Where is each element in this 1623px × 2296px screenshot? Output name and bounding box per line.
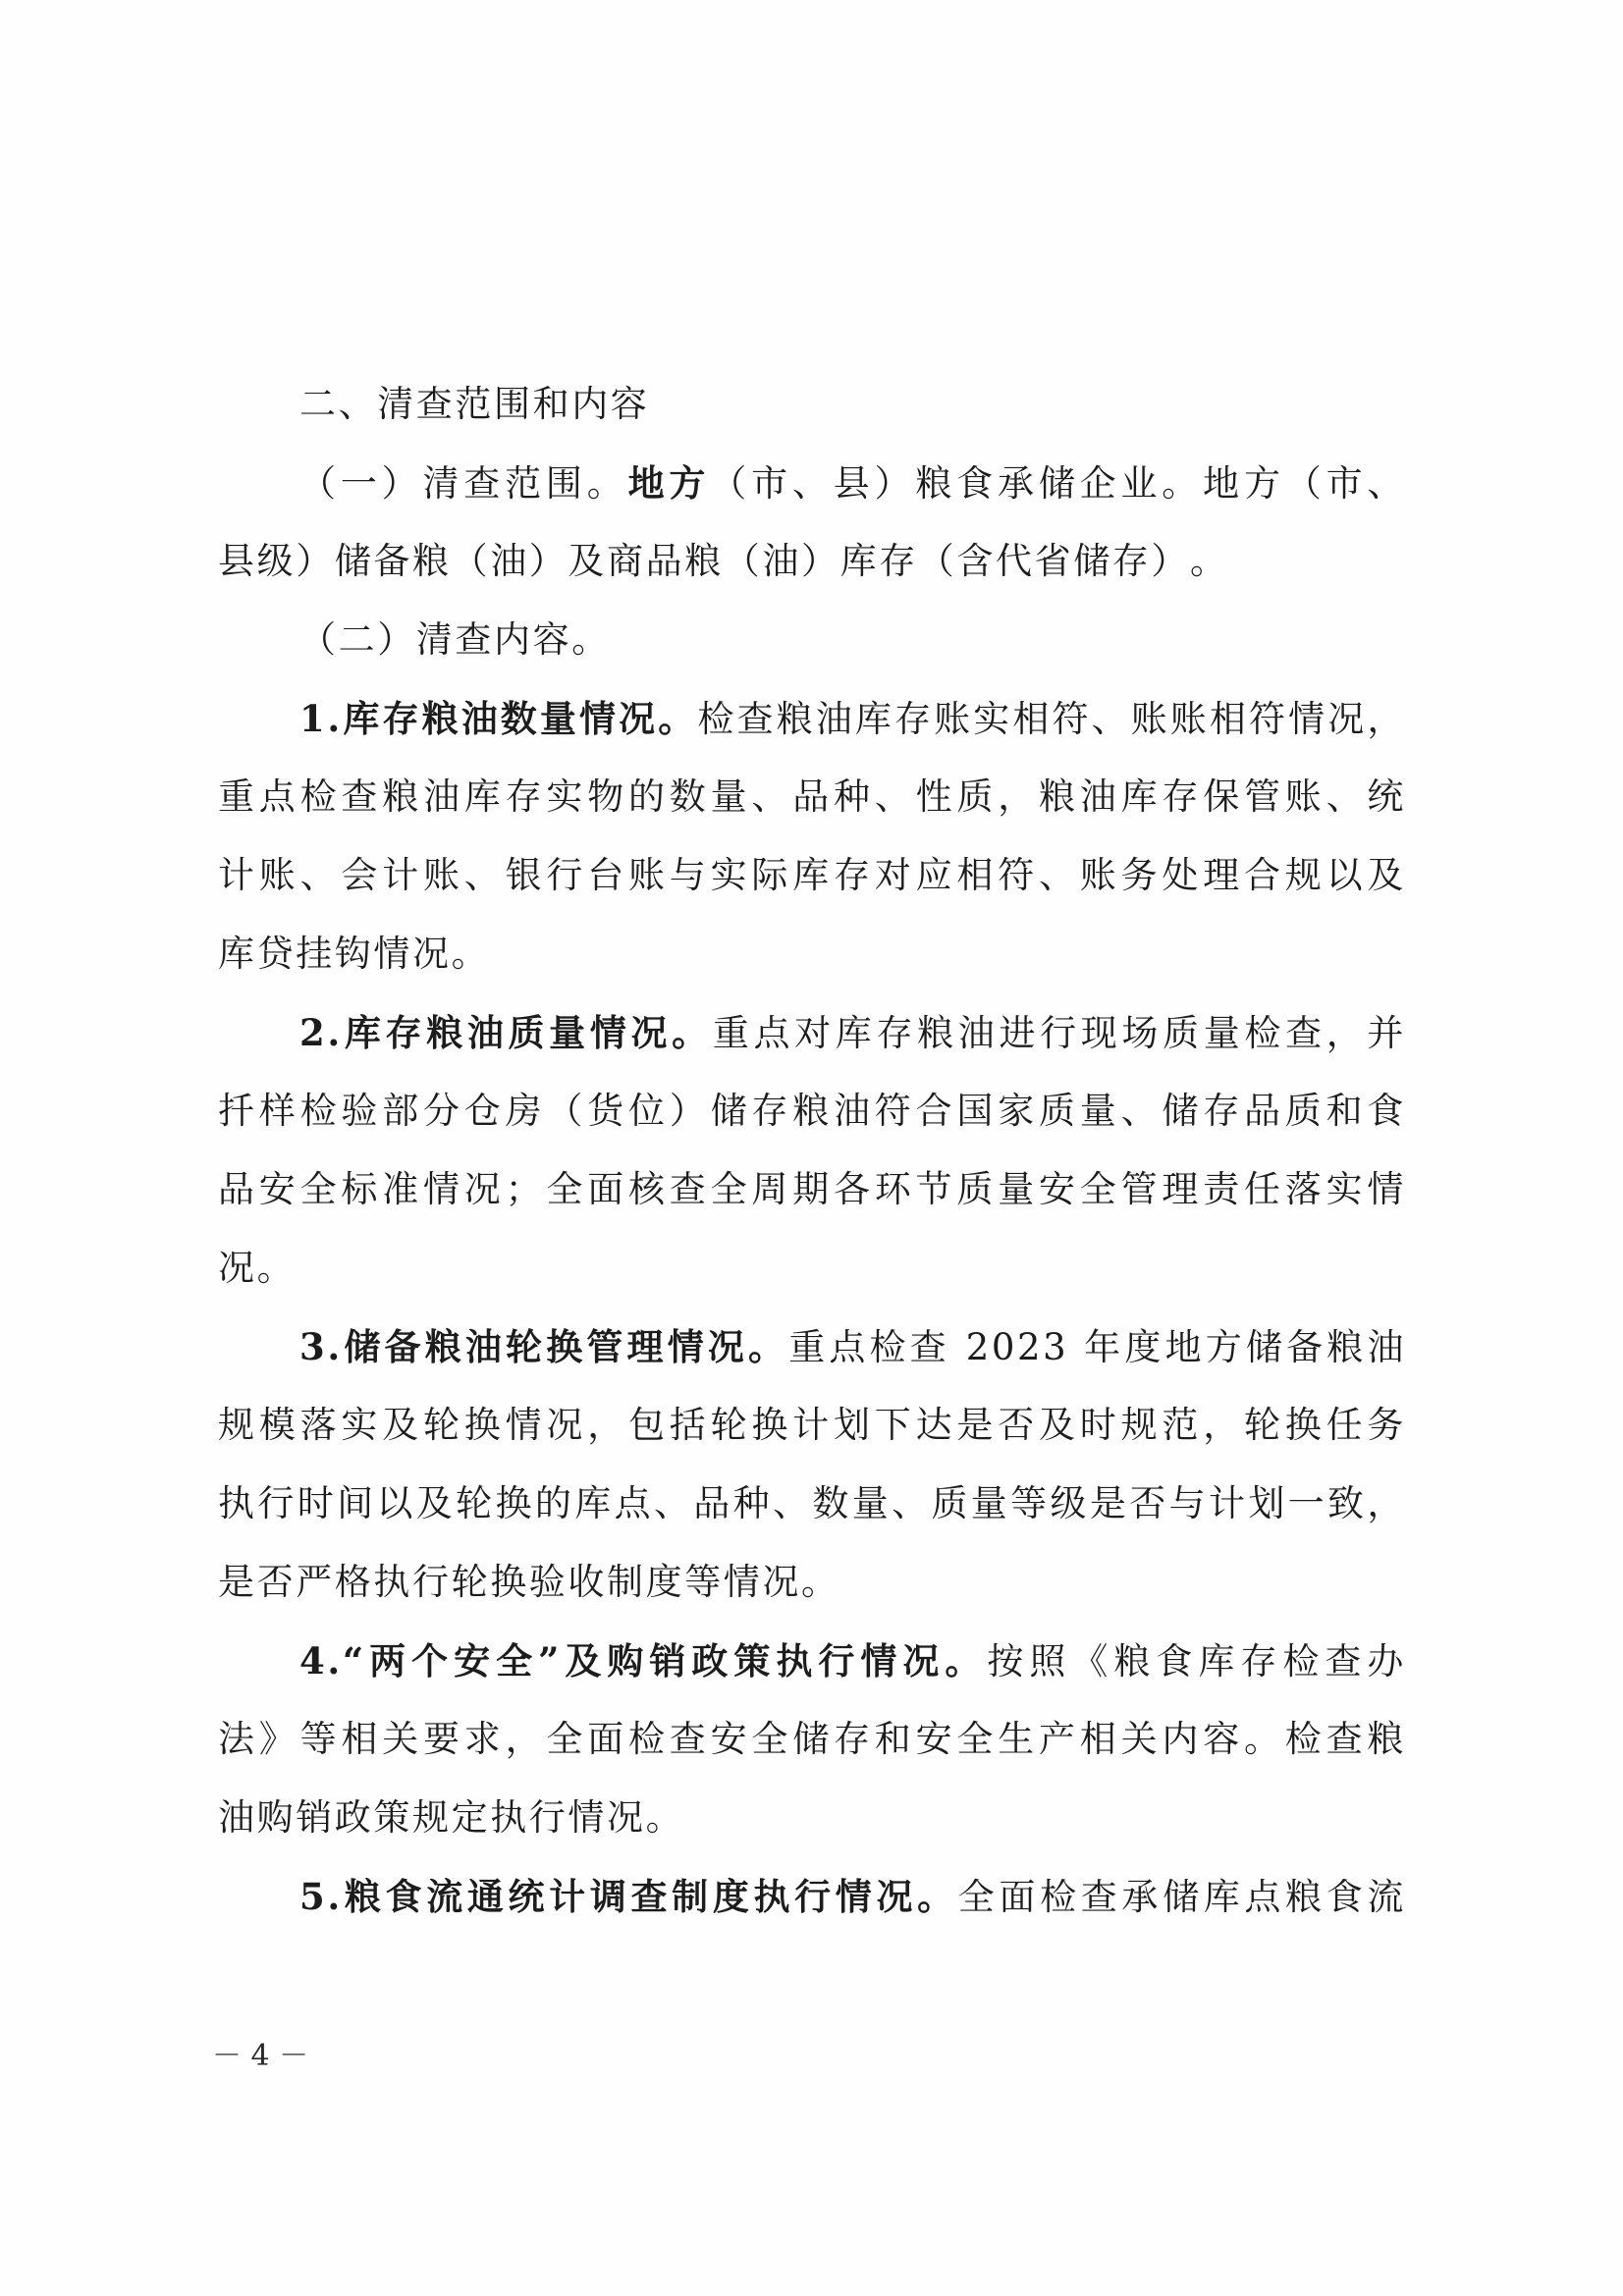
item-3-line-2: 规模落实及轮换情况，包括轮换计划下达是否及时规范，轮换任务 xyxy=(218,1404,1406,1446)
item-4-line-2: 法》等相关要求，全面检查安全储存和安全生产相关内容。检查粮 xyxy=(218,1718,1406,1760)
document-body xyxy=(218,365,1406,1936)
item-3-line-4: 是否严格执行轮换验收制度等情况。 xyxy=(218,1561,840,1603)
item-2-line-1 xyxy=(218,993,1406,1072)
item-5-text: 全面检查承储库点粮食流 xyxy=(957,1876,1406,1918)
scope-line-1-text: （市、县）粮食承储企业。地方（市、 xyxy=(710,462,1406,505)
item-2-title: 2.库存粮油质量情况。 xyxy=(299,1011,713,1054)
item-4-title: 4.“两个安全”及购销政策执行情况。 xyxy=(299,1639,988,1682)
item-4-line-3: 油购销政策规定执行情况。 xyxy=(218,1796,685,1839)
item-3-title: 3.储备粮油轮换管理情况。 xyxy=(299,1325,789,1368)
item-2-line-2: 扦样检验部分仓房（货位）储存粮油符合国家质量、储存品质和食 xyxy=(218,1090,1406,1132)
item-2-text: 重点对库存粮油进行现场质量检查，并 xyxy=(712,1012,1406,1054)
item-1-line-4: 库贷挂钩情况。 xyxy=(218,933,491,975)
scope-paragraph-line-1 xyxy=(218,444,1406,522)
item-5-line-1 xyxy=(218,1857,1406,1936)
item-3-text: 重点检查 2023 年度地方储备粮油 xyxy=(788,1326,1406,1368)
item-2-line-4: 况。 xyxy=(218,1247,297,1289)
item-1-title: 1.库存粮油数量情况。 xyxy=(299,697,698,740)
item-1-text: 检查粮油库存账实相符、账账相符情况， xyxy=(697,698,1406,740)
content-label: （二）清查内容。 xyxy=(299,618,611,661)
scope-bold-term: 地方 xyxy=(627,461,711,505)
item-5-title: 5.粮食流通统计调查制度执行情况。 xyxy=(299,1875,958,1918)
scope-label: （一）清查范围。 xyxy=(299,462,628,505)
item-1-line-3: 计账、会计账、银行台账与实际库存对应相符、账务处理合规以及 xyxy=(218,854,1406,896)
page-number: － 4 － xyxy=(212,2039,309,2073)
section-heading: 二、清查范围和内容 xyxy=(299,383,650,425)
item-4-text: 按照《粮食库存检查办 xyxy=(987,1640,1406,1682)
scope-paragraph-line-2: 县级）储备粮（油）及商品粮（油）库存（含代省储存）。 xyxy=(218,540,1229,582)
item-2-line-3: 品安全标准情况；全面核查全周期各环节质量安全管理责任落实情 xyxy=(218,1168,1406,1210)
item-1-line-1 xyxy=(218,679,1406,758)
item-1-line-2: 重点检查粮油库存实物的数量、品种、性质，粮油库存保管账、统 xyxy=(218,775,1406,818)
item-3-line-3: 执行时间以及轮换的库点、品种、数量、质量等级是否与计划一致， xyxy=(218,1482,1406,1524)
item-3-line-1 xyxy=(218,1308,1406,1386)
item-4-line-1 xyxy=(218,1622,1406,1700)
